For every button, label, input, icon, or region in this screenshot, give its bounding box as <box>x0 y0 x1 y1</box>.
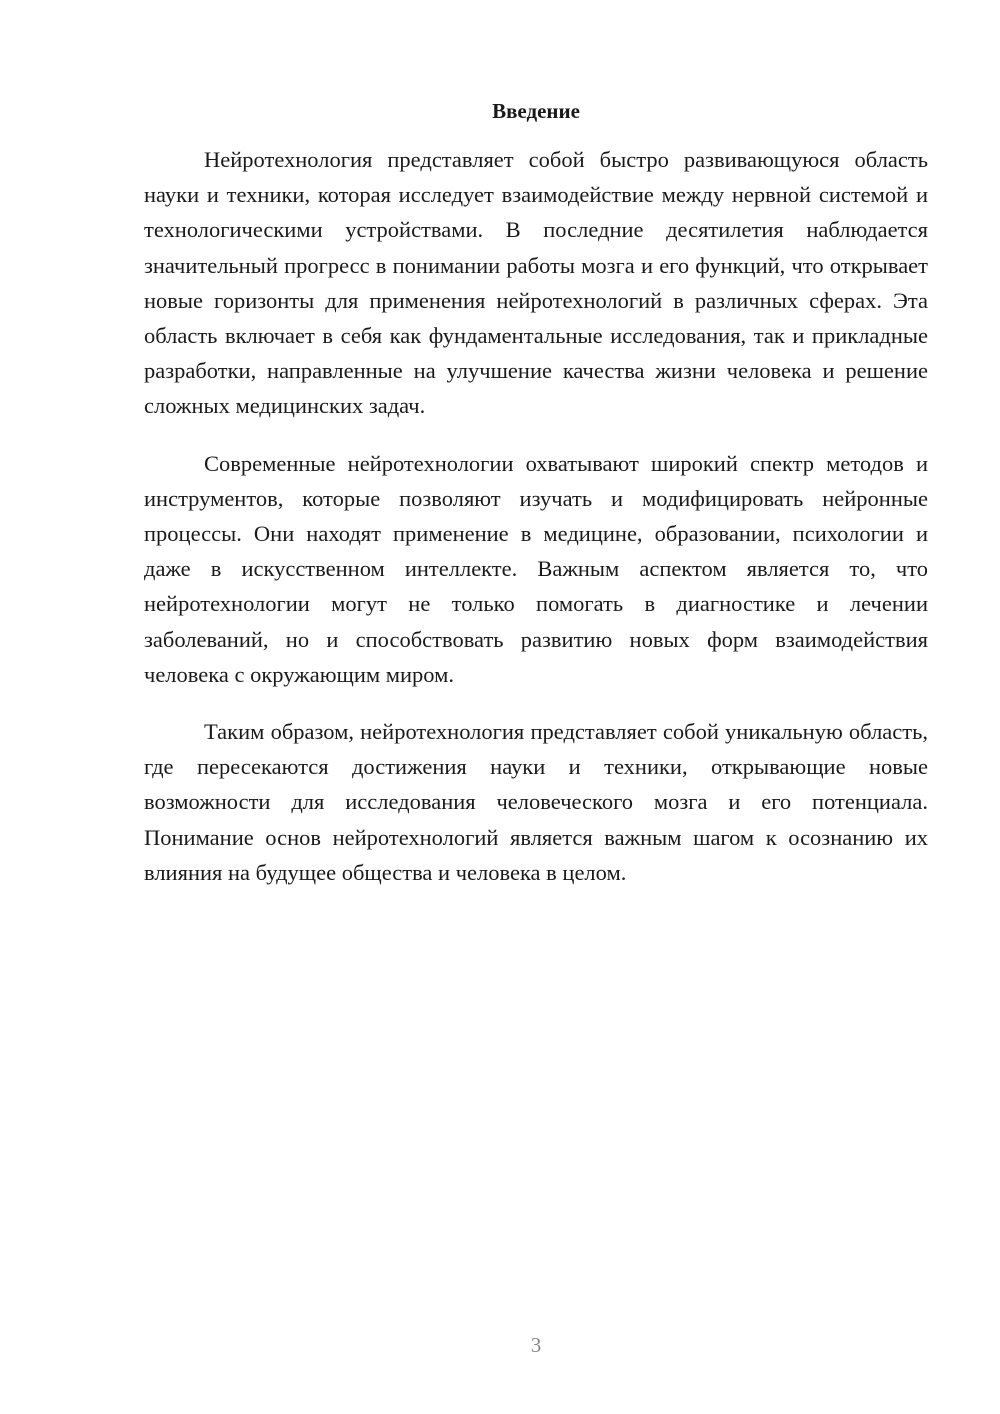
paragraph-3: Таким образом, нейротехнология представляет собой уникальную область, где пересекаются достижения науки и техники, открывающие новые возможности для исследования человеческого мозга и его потенциала. Понимание основ нейротехнологий является важным шагом к осознанию их влияния на будущее общества и человека в целом. <box>144 719 928 885</box>
section-heading: Введение <box>492 99 580 123</box>
page-number: 3 <box>530 1333 542 1357</box>
paragraph-2: Современные нейротехнологии охватывают широкий спектр методов и инструментов, которые позволяют изучать и модифицировать нейронные процессы. Они находят применение в медицине, образовании, психологии и даже в искусственном интеллекте. Важным аспектом является то, что нейротехнологии могут не только помогать в диагностике и лечении заболеваний, но и способствовать развитию новых форм взаимодействия человека с окружающим миром. <box>144 450 928 687</box>
paragraph-1: Нейротехнология представляет собой быстро развивающуюся область науки и техники, которая исследует взаимодействие между нервной системой и технологическими устройствами. В последние десятилетия наблюдается значительный прогресс в понимании работы мозга и его функций, что открывает новые горизонты для применения нейротехнологий в различных сферах. Эта область включает в себя как фундаментальные исследования, так и прикладные разработки, направленные на улучшение качества жизни человека и решение сложных медицинских задач. <box>144 147 928 419</box>
body-text <box>144 142 928 912</box>
